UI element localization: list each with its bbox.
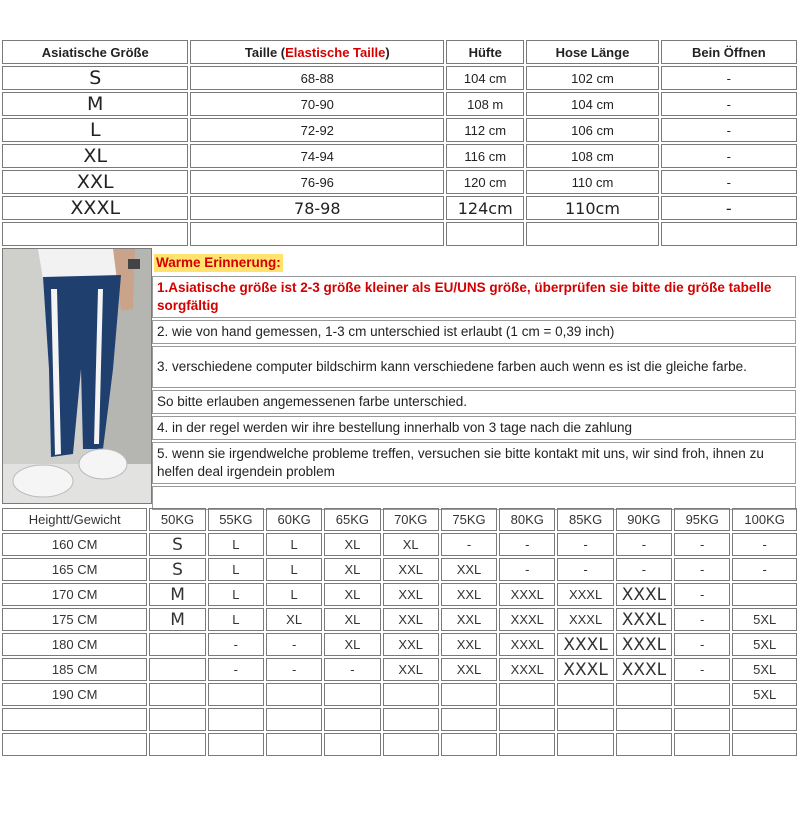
size-recommendation: XL [266,608,322,631]
size-label: M [2,92,188,116]
weight-header: 50KG [149,508,205,531]
weight-header: 75KG [441,508,497,531]
size-recommendation: L [208,608,264,631]
waist-value: 72-92 [190,118,444,142]
size-recommendation: XXL [383,583,439,606]
size-recommendation: XXL [383,633,439,656]
size-recommendation: - [557,533,613,556]
size-recommendation [557,683,613,706]
note-1: 1.Asiatische größe ist 2-3 größe kleiner als EU/UNS größe, überprüfen sie bitte die größe tabelle sorgfältig [152,276,796,318]
size-recommendation: XXXL [557,633,613,656]
size-recommendation: XXL [383,658,439,681]
height-label: 185 CM [2,658,147,681]
length-value: 110 cm [526,170,658,194]
length-value: 108 cm [526,144,658,168]
weight-header: 80KG [499,508,555,531]
size-recommendation: - [208,658,264,681]
height-label: 170 CM [2,583,147,606]
size-table-header [2,40,797,64]
size-recommendation: XXXL [499,658,555,681]
weight-row [2,608,797,631]
leg-value: - [661,144,797,168]
size-recommendation [208,683,264,706]
size-label: XXXL [2,196,188,220]
hip-value: 108 m [446,92,524,116]
size-recommendation: XXXL [499,583,555,606]
size-recommendation: XL [383,533,439,556]
note-4: 4. in der regel werden wir ihre bestellung innerhalb von 3 tage nach die zahlung [152,416,796,440]
size-recommendation: XXXL [557,658,613,681]
size-label: L [2,118,188,142]
size-recommendation: - [674,633,730,656]
size-recommendation: - [499,558,555,581]
header-size: Asiatische Größe [2,40,188,64]
size-recommendation: 5XL [732,608,797,631]
height-label: 190 CM [2,683,147,706]
weight-row [2,683,797,706]
size-recommendation: XL [324,608,380,631]
size-recommendation: - [732,558,797,581]
length-value: 102 cm [526,66,658,90]
header-length: Hose Länge [526,40,658,64]
length-value: 104 cm [526,92,658,116]
weight-row [2,658,797,681]
size-table-empty-row [2,222,797,246]
size-recommendation: XL [324,583,380,606]
size-recommendation: - [557,558,613,581]
weight-header: 95KG [674,508,730,531]
size-recommendation: XXXL [616,658,672,681]
notes-table [152,250,796,512]
size-row [2,66,797,90]
size-recommendation: S [149,533,205,556]
size-recommendation: XXL [441,658,497,681]
size-table [0,38,799,248]
size-recommendation [149,683,205,706]
size-recommendation: 5XL [732,633,797,656]
size-recommendation: - [674,608,730,631]
weight-header: 70KG [383,508,439,531]
size-recommendation: XXXL [557,583,613,606]
header-leg-opening: Bein Öffnen [661,40,797,64]
size-recommendation: L [266,533,322,556]
size-recommendation: XXXL [499,633,555,656]
size-recommendation: - [324,658,380,681]
hip-value: 116 cm [446,144,524,168]
size-recommendation [499,683,555,706]
waist-value: 68-88 [190,66,444,90]
weight-row [2,533,797,556]
weight-row [2,583,797,606]
size-recommendation: XXL [441,583,497,606]
header-hip: Hüfte [446,40,524,64]
leg-value: - [661,196,797,220]
weight-header: 65KG [324,508,380,531]
size-recommendation: L [266,583,322,606]
size-recommendation: - [441,533,497,556]
height-weight-corner: Heightt/Gewicht [2,508,147,531]
size-recommendation: L [208,533,264,556]
size-recommendation: - [674,558,730,581]
size-recommendation: XXL [441,558,497,581]
height-label: 175 CM [2,608,147,631]
size-recommendation [149,658,205,681]
size-recommendation: L [266,558,322,581]
note-2: 2. wie von hand gemessen, 1-3 cm unterschied ist erlaubt (1 cm = 0,39 inch) [152,320,796,344]
notes-title: Warme Erinnerung: [156,255,281,270]
weight-row [2,633,797,656]
hip-value: 120 cm [446,170,524,194]
header-waist: Taille (Elastische Taille) [190,40,444,64]
size-row [2,144,797,168]
weight-header: 85KG [557,508,613,531]
size-recommendation: XXXL [616,583,672,606]
height-label: 160 CM [2,533,147,556]
size-recommendation: M [149,608,205,631]
size-recommendation: - [266,658,322,681]
size-row [2,196,797,220]
weight-empty-row [2,733,797,756]
size-row [2,92,797,116]
size-recommendation [324,683,380,706]
height-label: 180 CM [2,633,147,656]
hip-value: 124cm [446,196,524,220]
size-recommendation: XXXL [499,608,555,631]
product-photo [2,248,152,504]
size-recommendation: XXXL [557,608,613,631]
size-recommendation: L [208,558,264,581]
weight-empty-row [2,708,797,731]
size-recommendation: - [266,633,322,656]
size-recommendation: XXL [441,608,497,631]
weight-header: 60KG [266,508,322,531]
weight-header: 90KG [616,508,672,531]
note-3b: So bitte erlauben angemessenen farbe unterschied. [152,390,796,414]
size-recommendation [266,683,322,706]
size-recommendation: XL [324,633,380,656]
waist-value: 76-96 [190,170,444,194]
length-value: 106 cm [526,118,658,142]
size-recommendation: - [616,533,672,556]
size-recommendation: XL [324,533,380,556]
size-recommendation: S [149,558,205,581]
weight-header: 100KG [732,508,797,531]
size-chart [0,38,799,248]
weight-row [2,558,797,581]
waist-value: 74-94 [190,144,444,168]
waist-value: 78-98 [190,196,444,220]
size-recommendation [383,683,439,706]
size-recommendation: 5XL [732,658,797,681]
size-recommendation: XXL [441,633,497,656]
height-label: 165 CM [2,558,147,581]
size-recommendation: - [208,633,264,656]
size-recommendation: - [499,533,555,556]
size-recommendation: 5XL [732,683,797,706]
size-label: S [2,66,188,90]
note-5: 5. wenn sie irgendwelche probleme treffen, versuchen sie bitte kontakt mit uns, wir sind froh, ihnen zu helfen deal irgendein problem [152,442,796,484]
size-recommendation: - [674,533,730,556]
size-recommendation [441,683,497,706]
size-label: XXL [2,170,188,194]
note-3: 3. verschiedene computer bildschirm kann verschiedene farben auch wenn es ist die gleiche farbe. [152,346,796,388]
hip-value: 112 cm [446,118,524,142]
leg-value: - [661,66,797,90]
size-recommendation: - [616,558,672,581]
weight-header-row [2,508,797,531]
size-label: XL [2,144,188,168]
size-recommendation: XXL [383,608,439,631]
notes-title-cell [152,252,796,274]
size-recommendation: M [149,583,205,606]
leg-value: - [661,92,797,116]
size-recommendation: XXXL [616,608,672,631]
size-recommendation: XXXL [616,633,672,656]
length-value: 110cm [526,196,658,220]
size-recommendation: - [674,583,730,606]
size-recommendation [616,683,672,706]
size-recommendation [674,683,730,706]
size-row [2,118,797,142]
size-recommendation [149,633,205,656]
waist-value: 70-90 [190,92,444,116]
size-recommendation: - [674,658,730,681]
hip-value: 104 cm [446,66,524,90]
leg-value: - [661,118,797,142]
size-recommendation: XXL [383,558,439,581]
size-recommendation: XL [324,558,380,581]
size-recommendation: - [732,533,797,556]
size-recommendation: L [208,583,264,606]
notes-section [0,248,799,502]
weight-header: 55KG [208,508,264,531]
size-row [2,170,797,194]
leg-value: - [661,170,797,194]
size-recommendation [732,583,797,606]
weight-height-table [0,506,799,758]
